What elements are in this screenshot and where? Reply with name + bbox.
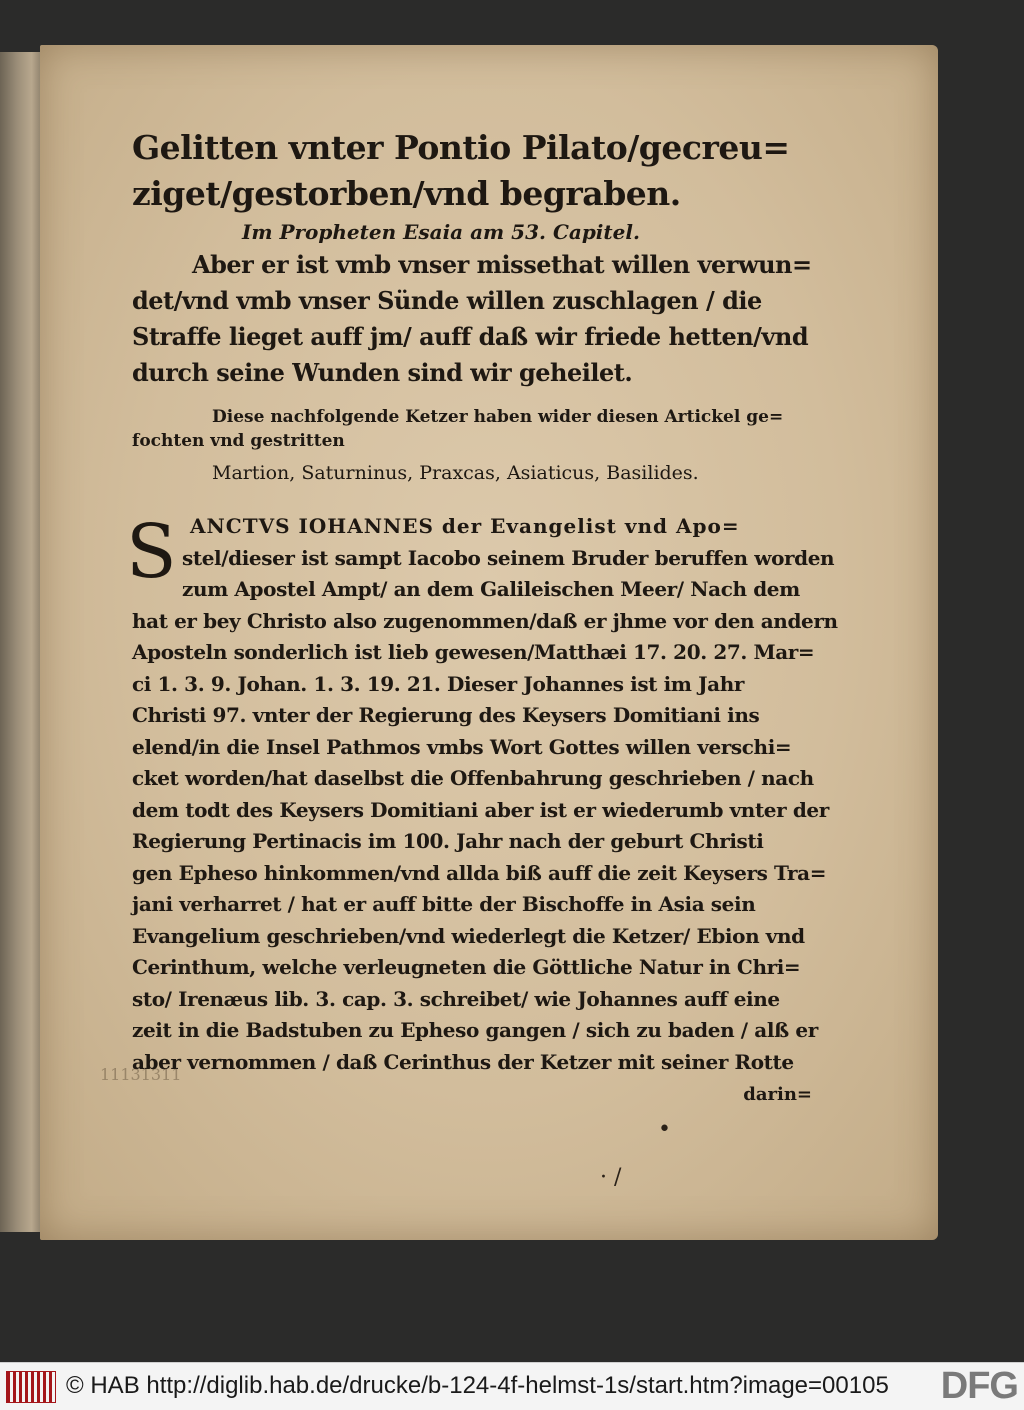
- prophecy-line: Aber er ist vmb vnser missethat willen verwun=: [192, 250, 812, 279]
- page-text: [126, 125, 838, 1105]
- heading-line: ziget/gestorben/vnd begraben.: [132, 174, 681, 213]
- prophecy-line: det/vnd vmb vnser Sünde willen zuschlagen / die: [132, 286, 762, 315]
- body-line: Christi 97. vnter der Regierung des Keysers Domitiani ins: [132, 703, 760, 727]
- body-line: Aposteln sonderlich ist lieb gewesen/Matthæi 17. 20. 27. Mar=: [132, 640, 815, 664]
- dfg-logo: DFG: [940, 1365, 1018, 1407]
- body-line: elend/in die Insel Pathmos vmbs Wort Gottes willen verschi=: [132, 734, 792, 759]
- body-line: Regierung Pertinacis im 100. Jahr nach der geburt Christi: [132, 829, 764, 853]
- drop-cap: S: [126, 509, 177, 595]
- catchword: darin=: [743, 1084, 812, 1105]
- signature-mark: •: [658, 1117, 671, 1142]
- body-line: ANCTVS IOHANNES der Evangelist vnd Apo=: [190, 514, 740, 538]
- body-paragraph: [126, 509, 838, 1078]
- prophecy-line: durch seine Wunden sind wir geheilet.: [132, 358, 633, 387]
- signature-mark-secondary: · /: [600, 1165, 622, 1190]
- body-line: gen Epheso hinkommen/vnd allda biß auff die zeit Keysers Tra=: [132, 860, 827, 885]
- scanned-page: [40, 45, 938, 1240]
- copyright-url[interactable]: © HAB http://diglib.hab.de/drucke/b-124-4f-helmst-1s/start.htm?image=00105: [66, 1372, 889, 1399]
- body-line: sto/ Irenæus lib. 3. cap. 3. schreibet/ wie Johannes auff eine: [132, 986, 780, 1011]
- body-line: aber vernommen / daß Cerinthus der Ketzer mit seiner Rotte: [132, 1049, 794, 1074]
- heretics-names: Martion, Saturninus, Praxcas, Asiaticus, Basilides.: [212, 462, 699, 484]
- body-line: Cerinthum, welche verleugneten die Göttliche Natur in Chri=: [132, 955, 801, 979]
- body-line: cket worden/hat daselbst die Offenbahrung geschrieben / nach: [132, 766, 814, 790]
- footer-bar: [0, 1362, 1024, 1410]
- prophecy-paragraph: [132, 247, 812, 391]
- heretics-intro-line: Diese nachfolgende Ketzer haben wider diesen Artickel ge=: [212, 407, 784, 427]
- heading-line: Gelitten vnter Pontio Pilato/gecreu=: [132, 128, 790, 167]
- bleed-through-text: 11131311: [100, 1065, 182, 1084]
- body-line: jani verharret / hat er auff bitte der Bischoffe in Asia sein: [132, 892, 756, 916]
- body-line: ci 1. 3. 9. Johan. 1. 3. 19. 21. Dieser Johannes ist im Jahr: [132, 671, 744, 696]
- body-line: dem todt des Keysers Domitiani aber ist er wiederumb vnter der: [132, 797, 829, 822]
- article-heading: [132, 125, 812, 217]
- hab-barcode-logo-icon: [6, 1371, 56, 1403]
- body-line: zum Apostel Ampt/ an dem Galileischen Meer/ Nach dem: [182, 577, 800, 601]
- heretics-intro-line: fochten vnd gestritten: [132, 431, 345, 451]
- prophecy-line: Straffe lieget auff jm/ auff daß wir friede hetten/vnd: [132, 322, 809, 351]
- prophet-heading: Im Propheten Esaia am 53. Capitel.: [242, 220, 640, 244]
- body-line: zeit in die Badstuben zu Epheso gangen / sich zu baden / alß er: [132, 1018, 818, 1042]
- body-line: hat er bey Christo also zugenommen/daß er jhme vor den andern: [132, 608, 838, 633]
- heretics-intro: [132, 405, 812, 453]
- body-line: Evangelium geschrieben/vnd wiederlegt die Ketzer/ Ebion vnd: [132, 923, 805, 948]
- previous-page-edge: [0, 52, 43, 1232]
- body-line: stel/dieser ist sampt Iacobo seinem Bruder beruffen worden: [182, 545, 835, 570]
